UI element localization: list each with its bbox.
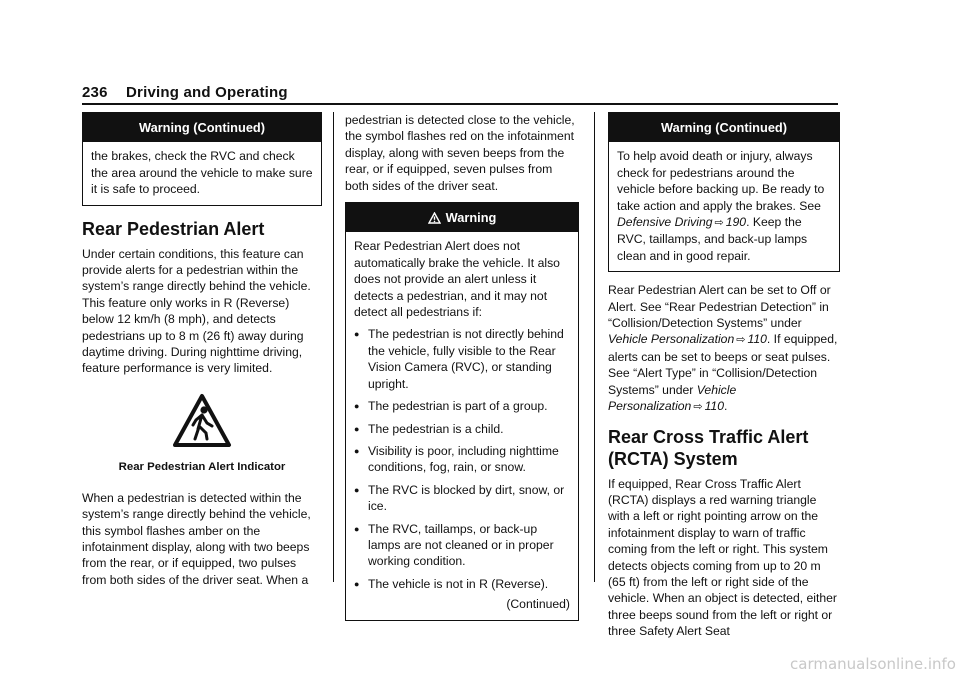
continued-label: (Continued) bbox=[506, 597, 570, 612]
list-item: ● The RVC is blocked by dirt, snow, or ice. bbox=[354, 482, 570, 515]
figure-caption: Rear Pedestrian Alert Indicator bbox=[118, 461, 286, 474]
paragraph: Rear Pedestrian Alert can be set to Off or Alert. See “Rear Pedestrian Detection” in “Collision/Detection Systems” under Vehicle Personalization ⇨ 110. If equipped, alerts can be set to beeps or seat pulses. See “Alert Type” in “Collision/Detection Systems” under Vehicle Personalization ⇨ 110. bbox=[608, 283, 838, 414]
warning-triangle-icon bbox=[428, 212, 441, 224]
column-3 bbox=[608, 112, 840, 648]
list-item: ● The pedestrian is part of a group. bbox=[354, 398, 570, 414]
reference-arrow-icon: ⇨ bbox=[693, 401, 703, 414]
section-heading-rear-pedestrian-alert: Rear Pedestrian Alert bbox=[82, 218, 265, 239]
list-item: ● The RVC, taillamps, or back-up lamps are not cleaned or in proper working condition. bbox=[354, 521, 570, 570]
paragraph: Under certain conditions, this feature can provide alerts for a pedestrian within the system’s range directly behind the vehicle. This feature only works in R (Reverse) below 12 km/h (8 mph), and detects pedestrians up to 8 m (26 ft) away during daytime driving. During nighttime driving, feature performance is very limited. bbox=[82, 246, 311, 376]
list-item: ● The pedestrian is a child. bbox=[354, 421, 570, 437]
paragraph: If equipped, Rear Cross Traffic Alert (RCTA) displays a red warning triangle with a left or right pointing arrow on the infotainment display to warn of traffic coming from the left or right. This system detects objects coming from up to 20 m (65 ft) from the left or right side of the vehicle. When an object is detected, either three beeps sound from the left or right or three Safety Alert Seat bbox=[608, 476, 837, 639]
reference-arrow-icon: ⇨ bbox=[736, 334, 746, 347]
section-heading-rcta: Rear Cross Traffic Alert (RCTA) System bbox=[608, 426, 809, 469]
column-2 bbox=[345, 112, 579, 631]
cross-reference-link[interactable]: Vehicle Personalization bbox=[608, 382, 737, 414]
column-1 bbox=[82, 112, 322, 596]
page-reference[interactable]: 190 bbox=[725, 215, 747, 230]
warning-bullet-list bbox=[354, 326, 570, 592]
cross-reference-link[interactable]: Vehicle Personalization bbox=[608, 332, 735, 347]
warning-box-text: To help avoid death or injury, always check for pedestrians around the vehicle before backing up. Be ready to take action and apply the brakes. See Defensive Driving ⇨ 190. Keep the RVC, taillamps, and back-up lamps clean and in good repair. bbox=[617, 149, 825, 263]
paragraph: pedestrian is detected close to the vehicle, the symbol flashes red on the infotainment display, along with seven beeps from the rear, or if equipped, seven pulses from both sides of the driver seat. bbox=[345, 113, 575, 193]
warning-box-continued bbox=[82, 112, 322, 206]
paragraph: When a pedestrian is detected within the system’s range directly behind the vehicle, this symbol flashes amber on the infotainment display, along with two beeps from the rear, or if equipped, two pulses from both sides of the driver seat. When a bbox=[82, 490, 311, 587]
column-divider bbox=[333, 112, 334, 582]
page-header bbox=[82, 84, 838, 105]
warning-title-text: Warning bbox=[445, 210, 497, 226]
page-reference[interactable]: 110 bbox=[747, 332, 767, 347]
cross-reference-link[interactable]: Defensive Driving bbox=[617, 215, 713, 230]
section-title: Driving and Operating bbox=[126, 84, 288, 101]
warning-box-title bbox=[346, 203, 578, 232]
reference-arrow-icon: ⇨ bbox=[714, 217, 724, 230]
watermark: carmanualsonline.info bbox=[790, 655, 956, 673]
list-item: ● The vehicle is not in R (Reverse). bbox=[354, 576, 570, 592]
page-reference[interactable]: 110 bbox=[704, 399, 724, 414]
warning-box bbox=[345, 202, 579, 621]
warning-box-title: Warning (Continued) bbox=[609, 113, 839, 142]
list-item: ● The pedestrian is not directly behind the vehicle, fully visible to the Rear Vision Camera (RVC), or standing upright. bbox=[354, 326, 570, 392]
page-number: 236 bbox=[82, 84, 108, 101]
warning-box-continued bbox=[608, 112, 840, 272]
figure bbox=[82, 393, 322, 453]
list-item: ● Visibility is poor, including nighttime conditions, fog, rain, or snow. bbox=[354, 443, 570, 476]
warning-intro: Rear Pedestrian Alert does not automatically brake the vehicle. It also does not provide an alert unless it detects a pedestrian, and it may not detect all pedestrians if: bbox=[354, 239, 560, 320]
warning-box-text: the brakes, check the RVC and check the area around the vehicle to make sure it is safe to proceed. bbox=[91, 149, 313, 197]
pedestrian-alert-icon bbox=[171, 393, 233, 449]
warning-box-title: Warning (Continued) bbox=[83, 113, 321, 142]
column-divider bbox=[594, 112, 595, 582]
